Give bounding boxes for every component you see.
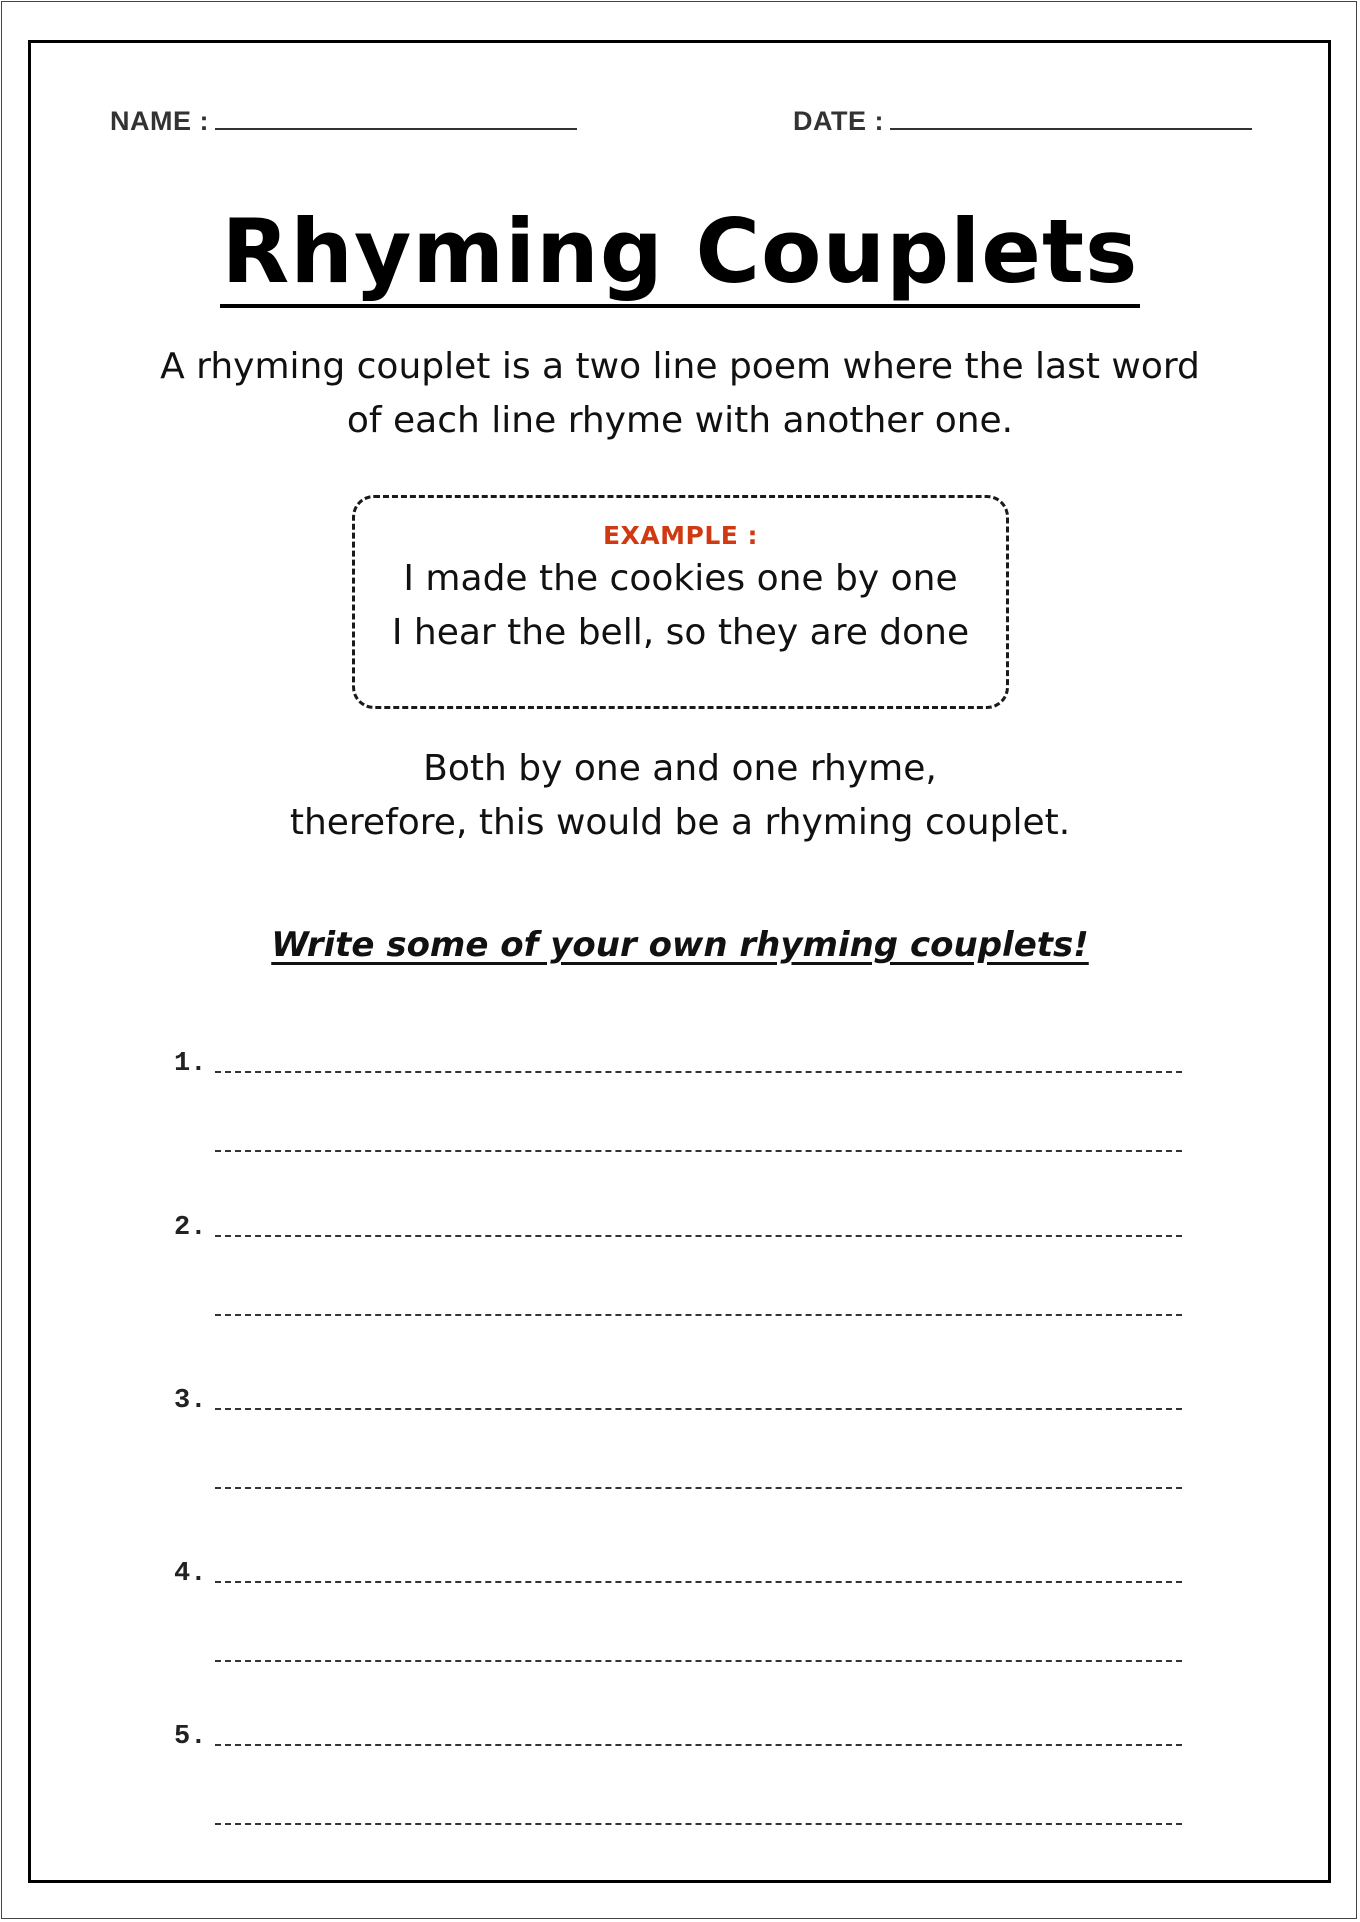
answer-line-3b[interactable]: [215, 1487, 1182, 1489]
answer-item-1: [0, 1049, 1360, 1209]
intro-paragraph: [0, 340, 1360, 448]
date-blank-line[interactable]: [890, 128, 1252, 130]
answer-line-5a[interactable]: [215, 1744, 1182, 1746]
name-field[interactable]: [110, 106, 577, 137]
example-label: EXAMPLE :: [602, 521, 759, 550]
example-line-2: I hear the bell, so they are done: [391, 612, 970, 653]
worksheet-title-container: [0, 200, 1360, 308]
instruction-text: Write some of your own rhyming couplets!: [271, 925, 1089, 965]
answer-line-1a[interactable]: [215, 1071, 1182, 1073]
intro-line-1: A rhyming couplet is a two line poem where the last word: [160, 346, 1200, 387]
answer-number: 5.: [174, 1722, 207, 1752]
example-box: [352, 495, 1009, 709]
answer-number: 1.: [174, 1049, 207, 1079]
answer-line-1b[interactable]: [215, 1150, 1182, 1152]
instruction-container: [0, 925, 1360, 965]
answer-line-2a[interactable]: [215, 1235, 1182, 1237]
answer-item-5: [0, 1722, 1360, 1882]
explanation-paragraph: [0, 742, 1360, 850]
answer-item-4: [0, 1559, 1360, 1719]
answer-number: 4.: [174, 1559, 207, 1589]
date-label: DATE :: [793, 106, 884, 136]
answer-item-3: [0, 1386, 1360, 1546]
answer-line-4a[interactable]: [215, 1581, 1182, 1583]
explanation-line-1: Both by one and one rhyme,: [423, 748, 937, 789]
answer-line-4b[interactable]: [215, 1660, 1182, 1662]
answer-number: 2.: [174, 1213, 207, 1243]
date-field[interactable]: [793, 106, 1252, 137]
example-line-1: I made the cookies one by one: [403, 558, 958, 599]
answer-item-2: [0, 1213, 1360, 1373]
intro-line-2: of each line rhyme with another one.: [346, 400, 1014, 441]
answer-line-5b[interactable]: [215, 1823, 1182, 1825]
name-label: NAME :: [110, 106, 209, 136]
answer-line-3a[interactable]: [215, 1408, 1182, 1410]
answer-number: 3.: [174, 1386, 207, 1416]
worksheet-title: Rhyming Couplets: [220, 208, 1141, 308]
answer-line-2b[interactable]: [215, 1314, 1182, 1316]
explanation-line-2: therefore, this would be a rhyming couplet.: [289, 802, 1071, 843]
name-blank-line[interactable]: [215, 128, 577, 130]
